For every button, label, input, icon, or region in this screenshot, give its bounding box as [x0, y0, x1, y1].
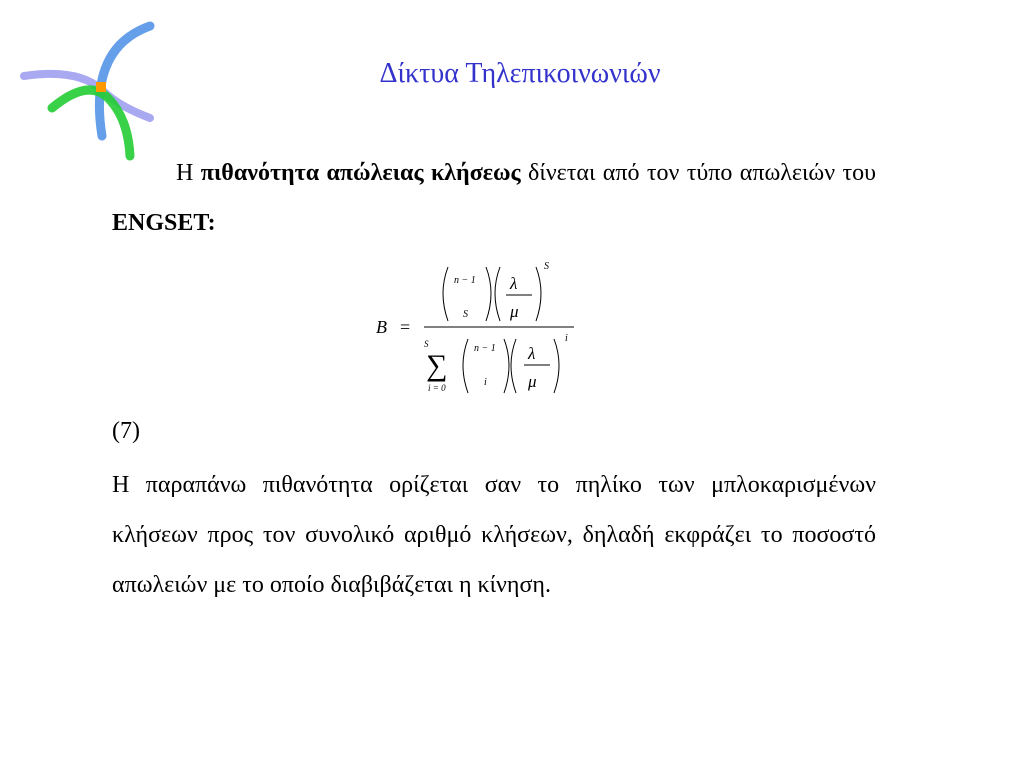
formula-name: ENGSET: — [112, 210, 216, 236]
num-ratio-left-paren — [495, 267, 500, 321]
den-mu: μ — [528, 372, 537, 391]
den-binom-top: n − 1 — [474, 343, 496, 354]
sum-symbol: ∑ — [426, 349, 448, 382]
num-binom-right-paren — [486, 267, 491, 321]
equation-number: (7) — [112, 418, 140, 444]
slide-title: Δίκτυα Τηλεπικοινωνιών — [379, 58, 661, 89]
intro-middle: δίνεται από τον τύπο απωλειών του — [520, 160, 876, 186]
den-ratio-left-paren — [511, 339, 516, 393]
den-ratio-right-paren — [554, 339, 559, 393]
intro-paragraph — [112, 148, 876, 248]
den-exponent: i — [565, 333, 568, 344]
formula-equals: = — [400, 317, 411, 337]
num-binom-left-paren — [443, 267, 448, 321]
den-lambda: λ — [528, 344, 536, 363]
engset-formula — [360, 255, 600, 405]
num-binom-top: n − 1 — [454, 275, 476, 286]
den-binom-bottom: i — [484, 377, 487, 388]
explanation-paragraph: Η παραπάνω πιθανότητα ορίζεται σαν το πηλίκο των μπλοκαρισμένων κλήσεων προς τον συνολικό αριθμό κλήσεων, δηλαδή εκφράζει το ποσοστό απωλειών με το οποίο διαβιβάζεται η κίνηση. — [112, 472, 876, 598]
den-binom-right-paren — [504, 339, 509, 393]
num-exponent: S — [544, 261, 549, 272]
num-binom-bottom: S — [463, 309, 468, 320]
formula-lhs: B — [376, 317, 387, 337]
num-lambda: λ — [510, 274, 518, 293]
intro-emphasis: πιθανότητα απώλειας κλήσεως — [200, 160, 521, 186]
num-mu: μ — [510, 302, 519, 321]
num-ratio-right-paren — [536, 267, 541, 321]
intro-lead: Η — [176, 160, 201, 186]
sum-upper: S — [424, 339, 429, 349]
network-logo-icon — [18, 18, 163, 163]
sum-lower: i = 0 — [428, 383, 446, 393]
den-binom-left-paren — [463, 339, 468, 393]
